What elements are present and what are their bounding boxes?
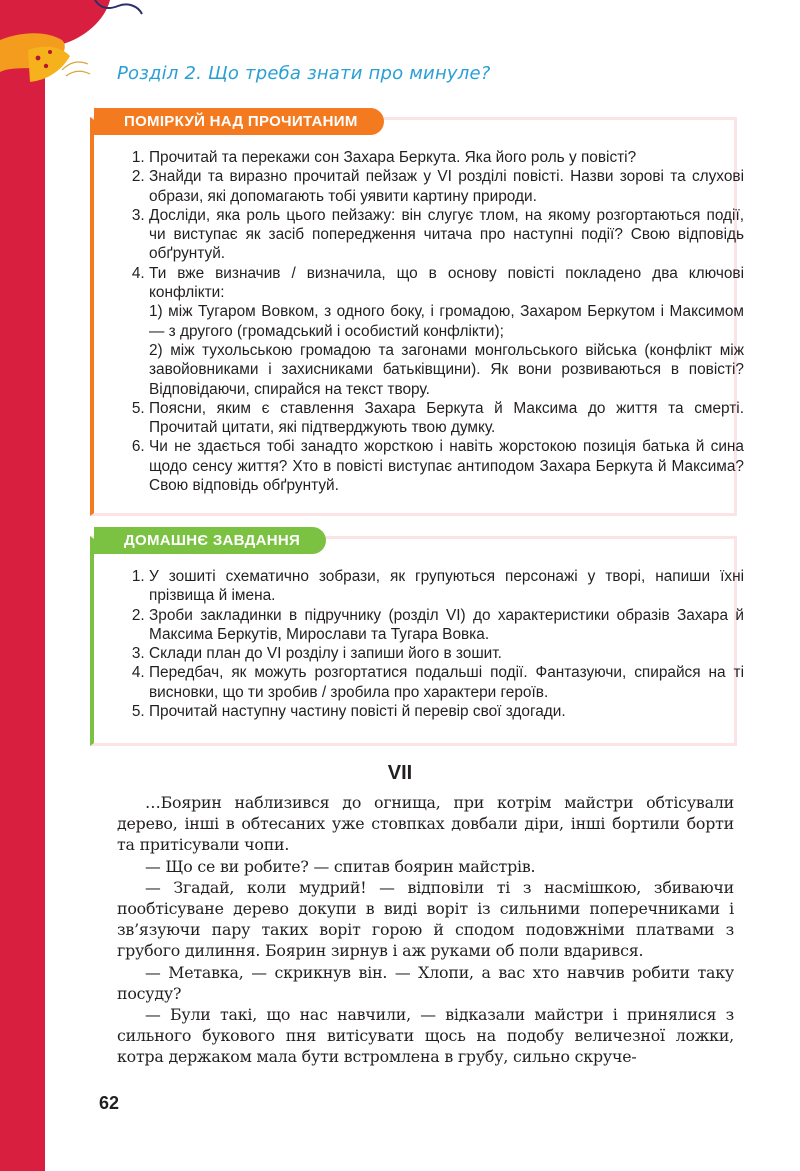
list-item: 1. У зошиті схематично зобрази, як групуються персонажі у творі, напиши їхні прізвища й імена. (149, 567, 744, 606)
review-section-label: ПОМІРКУЙ НАД ПРОЧИТАНИМ (94, 108, 384, 135)
list-item-text: 4. Ти вже визначив / визначила, що в основу повісті покладено два ключові конфлікти: (149, 264, 744, 302)
story-paragraph: — Згадай, коли мудрий! — відповіли ті з насмішкою, збиваючи пообтісуване дерево докупи в виді воріт із сильними поперечниками і зв’язуючи пару таких воріт горою й сподом подовжніми платвами з грубого дилиння. Боярин зирнув і аж руками об поли вдарився. (117, 877, 734, 961)
chapter-title: Розділ 2. Що треба знати про минуле? (117, 63, 491, 84)
list-item: 5. Прочитай наступну частину повісті й перевір свої здогади. (149, 702, 744, 721)
review-questions-list (119, 148, 744, 495)
conflict-two: 2) між тухольською громадою та загонами монгольського війська (конфлікт між завойовниками і захисниками батьківщини). Як вони розвиваються в повісті? Відповідаючи, спирайся на текст твору. (149, 341, 744, 398)
homework-list (119, 567, 744, 721)
list-item: 1. Прочитай та перекажи сон Захара Беркута. Яка його роль у повісті? (149, 148, 744, 167)
review-questions-box (90, 113, 744, 516)
story-paragraph: …Боярин наблизився до огнища, при котрім майстри обтісували дерево, інші в обтесаних уже стовпках довбали діри, інші бортили борти та притісували чопи. (117, 793, 734, 855)
list-item: 3. Досліди, яка роль цього пейзажу: він слугує тлом, на якому розгортаються події, чи виступає як засіб попередження читача про наступні події? Свою відповідь обґрунтуй. (149, 206, 744, 264)
list-item: 6. Чи не здається тобі занадто жорсткою і навіть жорстокою позиція батька й сина щодо сенсу життя? Хто в повісті виступає антиподом Захара Беркута й Максима? Свою відповідь обґрунтуй. (149, 437, 744, 495)
page-number: 62 (99, 1093, 120, 1113)
list-item: 5. Поясни, яким є ставлення Захара Беркута й Максима до життя та смерті. Прочитай цитати, які підтверджують твою думку. (149, 399, 744, 438)
story-paragraph: — Були такі, що нас навчили, — відказали майстри і принялися з сильного букового пня витісувати щось на подобу величезної ложки, котра держаком мала бути встромлена в грубу, сильно скруче- (117, 1005, 734, 1067)
list-item: 2. Зроби закладинки в підручнику (розділ VI) до характеристики образів Захара й Максима Беркутів, Мирослави та Тугара Вовка. (149, 606, 744, 645)
list-item: 2. Знайди та виразно прочитай пейзаж у VI розділі повісті. Назви зорові та слухові образи, які допомагають тобі уявити картину природи. (149, 167, 744, 206)
list-item (149, 264, 744, 399)
homework-section-label: ДОМАШНЄ ЗАВДАННЯ (94, 527, 326, 554)
conflict-one: 1) між Тугаром Вовком, з одного боку, і громадою, Захаром Беркутом і Максимом — з другого (громадський і особистий конфлікти); (149, 303, 744, 340)
story-paragraph: — Що се ви робите? — спитав боярин майстрів. (145, 856, 536, 876)
section-heading: VII (387, 762, 413, 784)
homework-box (90, 532, 744, 746)
list-item: 3. Склади план до VI розділу і запиши його в зошит. (149, 644, 744, 663)
left-color-band (0, 0, 45, 1171)
list-item: 4. Передбач, як можуть розгортатися подальші події. Фантазуючи, спирайся на ті висновки, що ти зробив / зробила про характери героїв. (149, 663, 744, 702)
story-paragraph: — Метавка, — скрикнув він. — Хлопи, а вас хто навчив робити таку посуду? (117, 962, 734, 1003)
story-text (117, 792, 734, 1068)
